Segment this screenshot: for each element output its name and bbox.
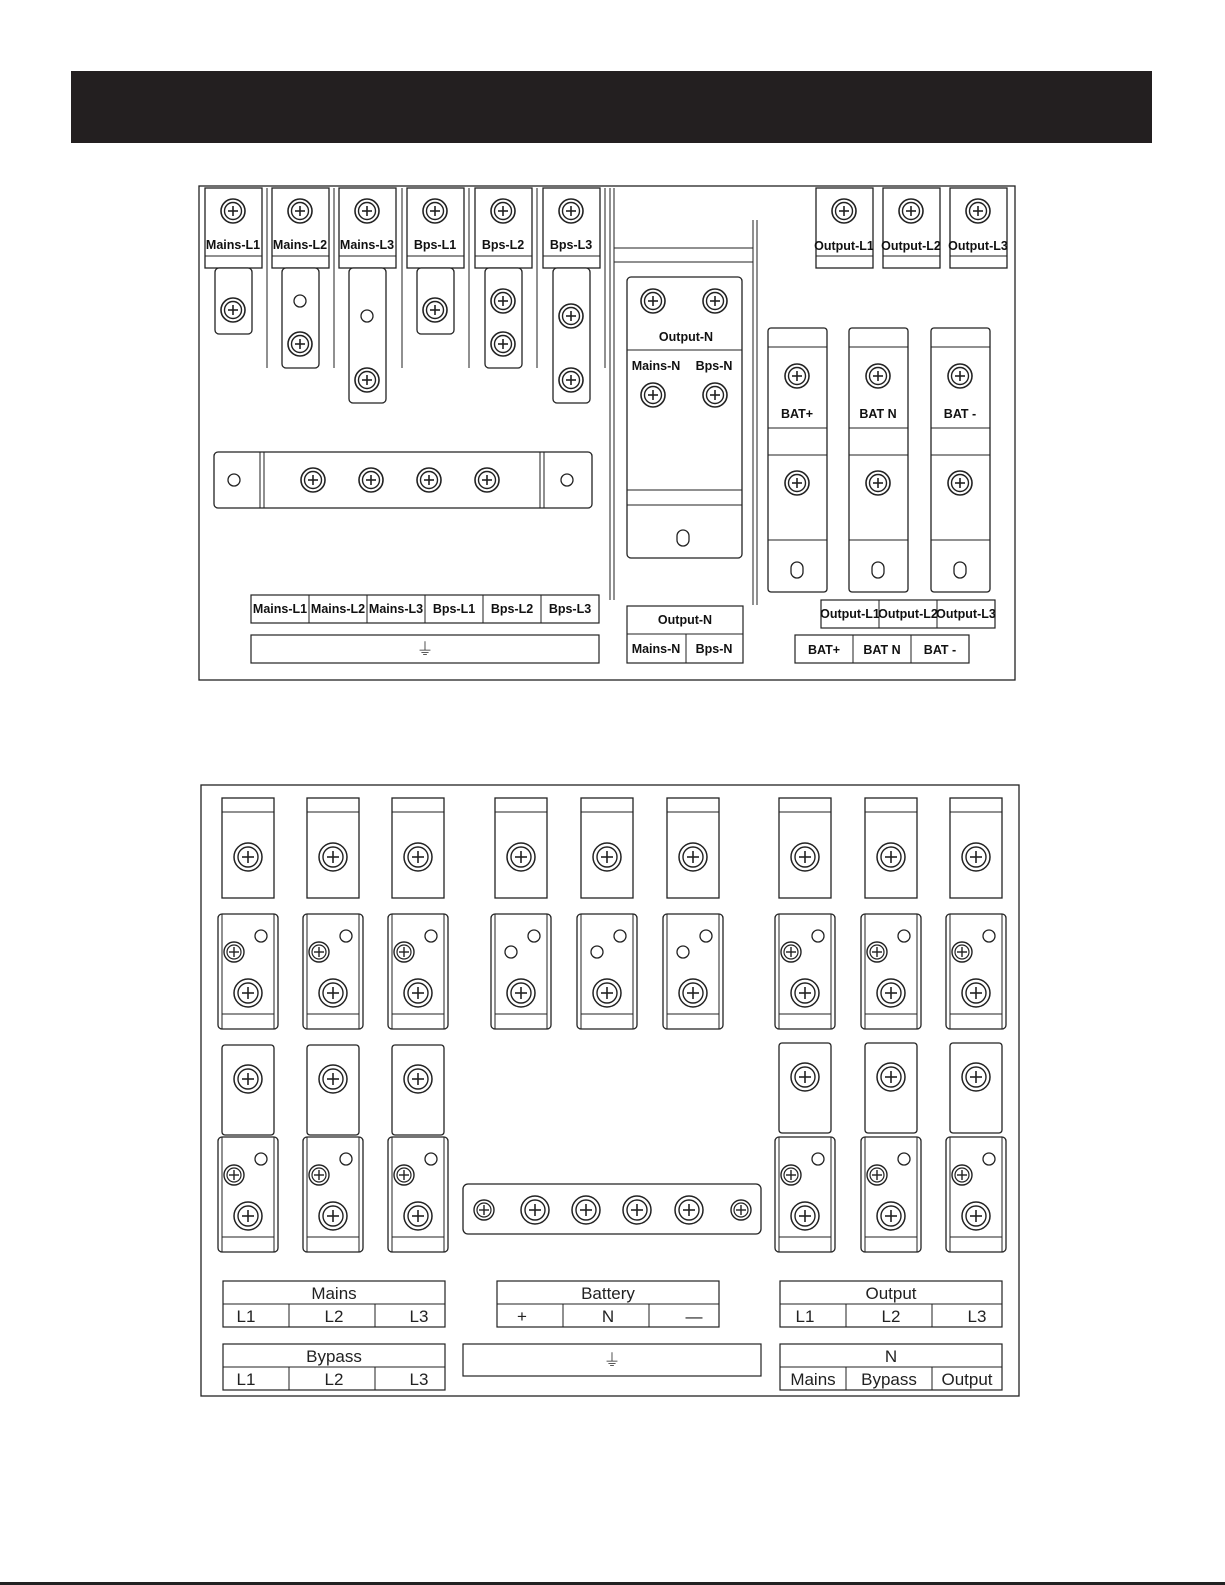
label-bat-minus: BAT - [943,407,977,421]
table-bypass [223,1344,445,1390]
ground-icon-bottom: ⏚ [603,1351,621,1370]
label-bps-l3: Bps-L3 [549,238,593,252]
output-l3: L3 [967,1307,987,1326]
strip-output-l3: Output-L3 [936,607,996,621]
ground-icon: ⏚ [416,640,434,659]
label-mains-l3: Mains-L3 [339,238,395,252]
table-mains [223,1281,445,1327]
output-title: Output [865,1284,917,1303]
bottom-mid-blocks [218,914,1006,1029]
strip-bps-l3: Bps-L3 [548,602,592,616]
battery-minus: — [685,1307,703,1326]
strip-bat-minus: BAT - [923,643,957,657]
mains-l1: L1 [236,1307,256,1326]
strip-mains-l3: Mains-L3 [368,602,424,616]
bottom-ground-bar [463,1184,761,1234]
neutral-title: N [884,1347,898,1366]
strip-bps-l2: Bps-L2 [490,602,534,616]
table-output [780,1281,1002,1327]
label-output-l2: Output-L2 [881,239,941,253]
table-neutral [780,1344,1002,1390]
strip-bat-n: BAT N [863,643,901,657]
bottom-upper-lugs [222,798,1002,898]
battery-title: Battery [581,1284,635,1303]
strip-mains-l2: Mains-L2 [310,602,366,616]
bypass-l2: L2 [324,1370,344,1389]
battery-n: N [601,1307,615,1326]
label-mains-l1: Mains-L1 [205,238,261,252]
label-output-l1: Output-L1 [814,239,874,253]
bypass-l1: L1 [236,1370,256,1389]
strip-output-n: Output-N [657,613,713,627]
strip-mains-n: Mains-N [631,642,681,656]
strip-mains-l1: Mains-L1 [252,602,308,616]
bypass-title: Bypass [306,1347,362,1366]
label-bat-n: BAT N [859,407,897,421]
neutral-output: Output [941,1370,993,1389]
mains-l3: L3 [409,1307,429,1326]
output-l1: L1 [795,1307,815,1326]
strip-output-l2: Output-L2 [878,607,938,621]
mains-l2: L2 [324,1307,344,1326]
strip-bps-n: Bps-N [695,642,733,656]
label-output-n: Output-N [658,330,714,344]
label-mains-n: Mains-N [631,359,681,373]
neutral-bypass: Bypass [861,1370,917,1389]
ground-strip-bottom [463,1344,761,1376]
label-bps-n: Bps-N [695,359,733,373]
strip-output-l1: Output-L1 [820,607,880,621]
mains-title: Mains [311,1284,357,1303]
battery-plus: + [517,1307,527,1326]
bypass-l3: L3 [409,1370,429,1389]
label-mains-l2: Mains-L2 [272,238,328,252]
label-bps-l2: Bps-L2 [481,238,525,252]
output-l2: L2 [881,1307,901,1326]
label-bps-l1: Bps-L1 [413,238,457,252]
strip-bps-l1: Bps-L1 [432,602,476,616]
strip-bat-plus: BAT+ [807,643,841,657]
label-bat-plus: BAT+ [780,407,814,421]
table-battery [497,1281,719,1327]
label-output-l3: Output-L3 [948,239,1008,253]
neutral-mains: Mains [790,1370,836,1389]
